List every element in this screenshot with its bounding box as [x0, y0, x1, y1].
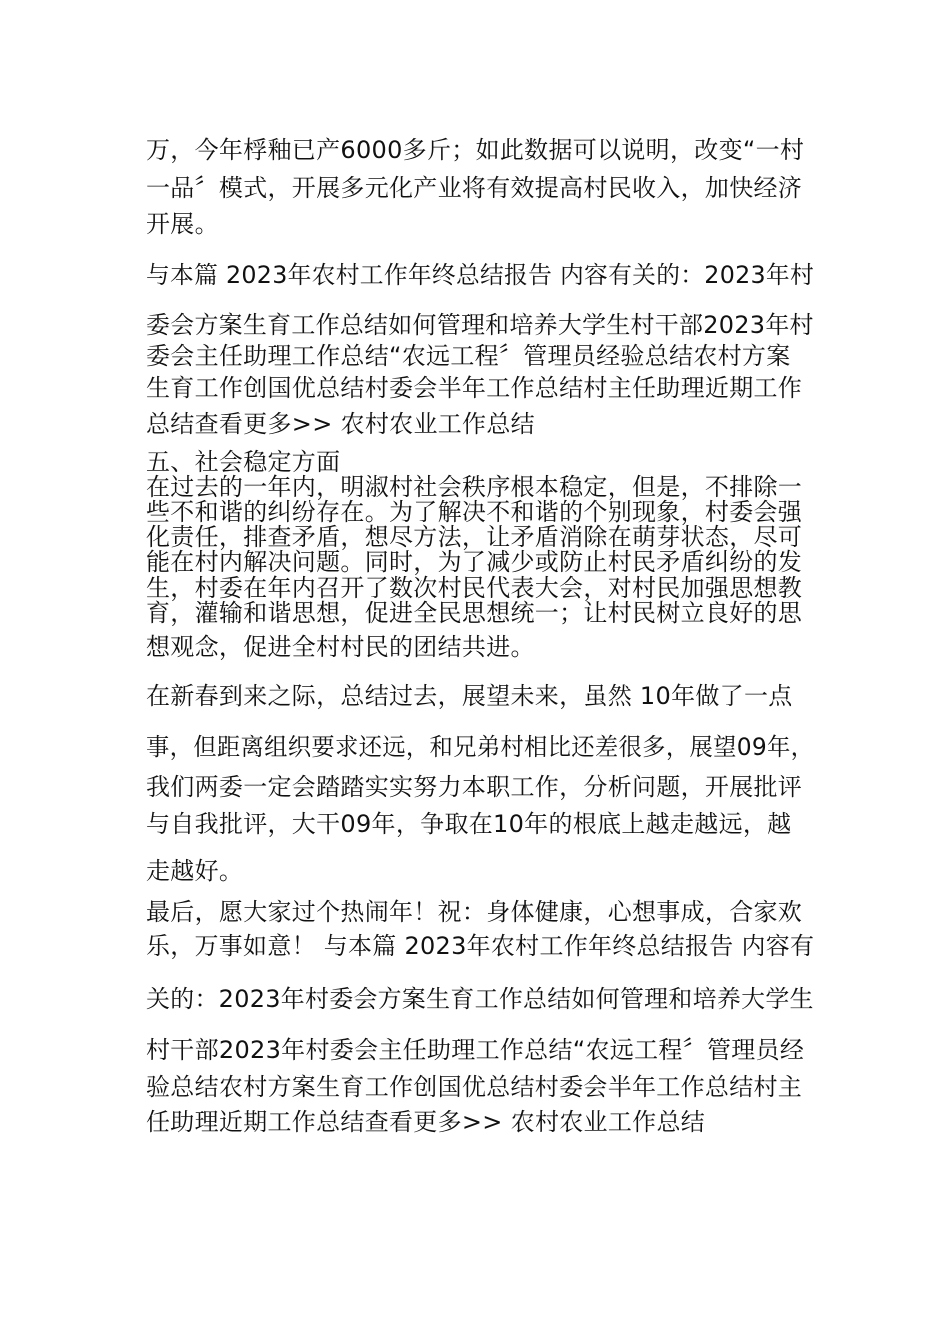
- text-line: 些不和谐的纠纷存在。为了解决不和谐的个别现象，村委会强: [146, 498, 803, 526]
- text-line: 能在村内解决问题。同时，为了减少或防止村民矛盾纠纷的发: [146, 548, 803, 576]
- text-line: 生，村委在年内召开了数次村民代表大会，对村民加强思想教: [146, 574, 803, 602]
- text-line: 我们两委一定会踏踏实实努力本职工作，分析问题，开展批评: [146, 773, 803, 801]
- text-line: 村干部2023年村委会主任助理工作总结“农远工程〞管理员经: [146, 1036, 805, 1064]
- text-line: 万，今年桴釉已产6000多斤；如此数据可以说明，改变“一村: [146, 136, 805, 164]
- text-line: 走越好。: [146, 857, 244, 885]
- text-line: 总结查看更多>> 农村农业工作总结: [146, 410, 535, 438]
- text-line: 委会方案生育工作总结如何管理和培养大学生村干部2023年村: [146, 311, 814, 339]
- text-line: 开展。: [146, 210, 219, 238]
- text-line: 与本篇 2023年农村工作年终总结报告 内容有关的：2023年村: [146, 261, 815, 289]
- text-line: 化责任，排查矛盾，想尽方法，让矛盾消除在萌芽状态，尽可: [146, 523, 803, 551]
- text-line: 在新春到来之际，总结过去，展望未来，虽然 10年做了一点: [146, 682, 793, 710]
- text-line: 事，但距离组织要求还远，和兄弟村相比还差很多，展望09年，: [146, 733, 815, 761]
- text-line: 关的：2023年村委会方案生育工作总结如何管理和培养大学生: [146, 985, 814, 1013]
- text-line: 在过去的一年内，明淑村社会秩序根本稳定，但是，不排除一: [146, 473, 803, 501]
- text-line: 乐，万事如意！ 与本篇 2023年农村工作年终总结报告 内容有: [146, 932, 815, 960]
- text-line: 育，灌输和谐思想，促进全民思想统一；让村民树立良好的思: [146, 599, 803, 627]
- text-line: 想观念，促进全村村民的团结共进。: [146, 633, 535, 661]
- text-line: 一品〞模式，开展多元化产业将有效提高村民收入，加快经济: [146, 174, 803, 202]
- text-line: 与自我批评，大干09年，争取在10年的根底上越走越远，越: [146, 810, 792, 838]
- text-line: 最后，愿大家过个热闹年！祝：身体健康，心想事成，合家欢: [146, 898, 803, 926]
- text-line: 委会主任助理工作总结“农远工程〞管理员经验总结农村方案: [146, 342, 791, 370]
- text-line: 验总结农村方案生育工作创国优总结村委会半年工作总结村主: [146, 1073, 803, 1101]
- text-line: 生育工作创国优总结村委会半年工作总结村主任助理近期工作: [146, 374, 803, 402]
- text-line: 任助理近期工作总结查看更多>> 农村农业工作总结: [146, 1108, 706, 1136]
- section-heading: 五、社会稳定方面: [146, 448, 341, 476]
